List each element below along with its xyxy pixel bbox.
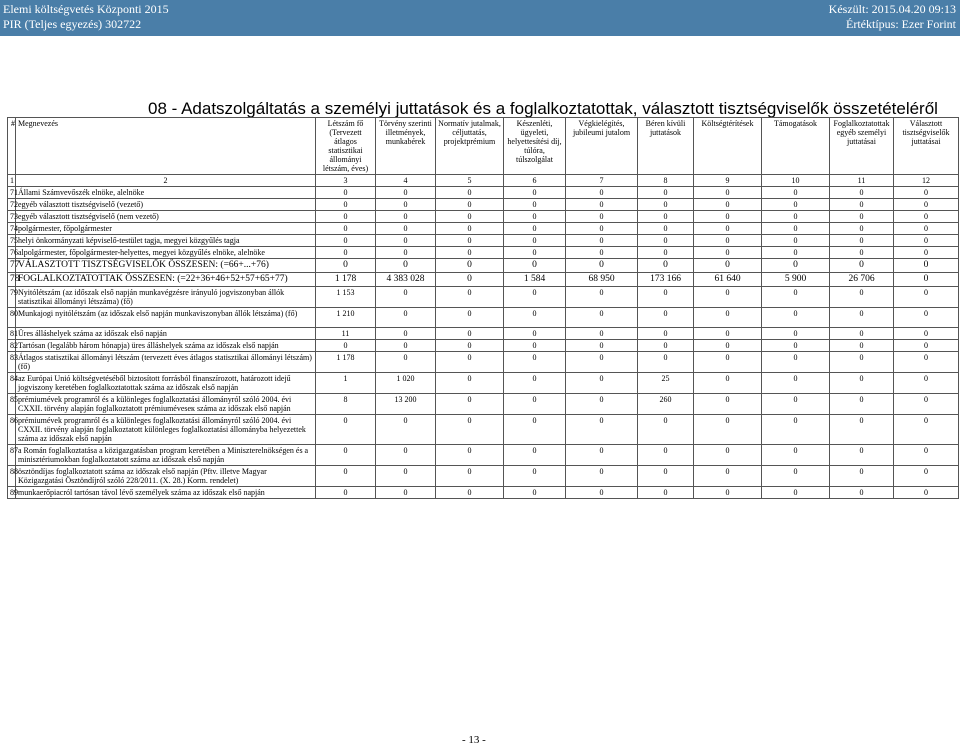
cell-value: 0 bbox=[830, 445, 894, 466]
cell-value: 0 bbox=[436, 235, 504, 247]
cell-value: 1 178 bbox=[316, 352, 376, 373]
cell-value: 0 bbox=[436, 247, 504, 259]
cell-value: 0 bbox=[894, 273, 959, 287]
cell-value: 0 bbox=[376, 352, 436, 373]
cell-value: 0 bbox=[504, 466, 566, 487]
cell-value: 11 bbox=[316, 328, 376, 340]
cell-value: 0 bbox=[566, 247, 638, 259]
row-number: 74 bbox=[8, 223, 16, 235]
cell-value: 0 bbox=[436, 273, 504, 287]
row-label: helyi önkormányzati képviselő-testület tagja, megyei közgyűlés tagja bbox=[16, 235, 316, 247]
column-number: 8 bbox=[638, 175, 694, 187]
column-number: 7 bbox=[566, 175, 638, 187]
column-header: Támogatások bbox=[762, 118, 830, 175]
cell-value: 0 bbox=[638, 466, 694, 487]
cell-value: 0 bbox=[316, 487, 376, 499]
cell-value: 0 bbox=[436, 340, 504, 352]
cell-value: 0 bbox=[376, 328, 436, 340]
cell-value: 0 bbox=[436, 373, 504, 394]
cell-value: 0 bbox=[436, 415, 504, 445]
row-number: 72 bbox=[8, 199, 16, 211]
cell-value: 0 bbox=[316, 445, 376, 466]
cell-value: 68 950 bbox=[566, 273, 638, 287]
cell-value: 0 bbox=[762, 223, 830, 235]
cell-value: 0 bbox=[830, 211, 894, 223]
cell-value: 0 bbox=[762, 247, 830, 259]
cell-value: 0 bbox=[436, 211, 504, 223]
cell-value: 0 bbox=[830, 328, 894, 340]
cell-value: 0 bbox=[566, 211, 638, 223]
cell-value: 260 bbox=[638, 394, 694, 415]
row-label: Átlagos statisztikai állományi létszám (tervezett éves átlagos statisztikai állományi létszám) (fő) bbox=[16, 352, 316, 373]
row-number: 80 bbox=[8, 308, 16, 328]
cell-value: 0 bbox=[566, 445, 638, 466]
cell-value: 0 bbox=[694, 394, 762, 415]
column-header: Törvény szerinti illetmények, munkabérek bbox=[376, 118, 436, 175]
cell-value: 0 bbox=[376, 415, 436, 445]
cell-value: 0 bbox=[830, 199, 894, 211]
cell-value: 0 bbox=[504, 352, 566, 373]
cell-value: 0 bbox=[376, 235, 436, 247]
cell-value: 0 bbox=[830, 415, 894, 445]
cell-value: 61 640 bbox=[694, 273, 762, 287]
table-row bbox=[8, 199, 959, 211]
table-row bbox=[8, 273, 959, 287]
table-row bbox=[8, 308, 959, 328]
cell-value: 0 bbox=[504, 235, 566, 247]
row-label: egyéb választott tisztségviselő (nem vezető) bbox=[16, 211, 316, 223]
cell-value: 0 bbox=[566, 466, 638, 487]
cell-value: 0 bbox=[638, 340, 694, 352]
cell-value: 0 bbox=[694, 187, 762, 199]
page-number: - 13 - bbox=[462, 734, 486, 744]
cell-value: 0 bbox=[566, 373, 638, 394]
cell-value: 0 bbox=[694, 211, 762, 223]
cell-value: 0 bbox=[316, 415, 376, 445]
cell-value: 0 bbox=[894, 340, 959, 352]
cell-value: 0 bbox=[376, 247, 436, 259]
cell-value: 0 bbox=[504, 247, 566, 259]
column-header: Költségtérítések bbox=[694, 118, 762, 175]
cell-value: 0 bbox=[694, 308, 762, 328]
table-row bbox=[8, 445, 959, 466]
cell-value: 0 bbox=[436, 487, 504, 499]
cell-value: 0 bbox=[504, 211, 566, 223]
cell-value: 0 bbox=[566, 340, 638, 352]
cell-value: 0 bbox=[436, 466, 504, 487]
table-row bbox=[8, 259, 959, 273]
row-label: alpolgármester, főpolgármester-helyettes, megyei közgyűlés elnöke, alelnöke bbox=[16, 247, 316, 259]
cell-value: 0 bbox=[566, 394, 638, 415]
cell-value: 0 bbox=[376, 445, 436, 466]
cell-value: 0 bbox=[376, 308, 436, 328]
cell-value: 0 bbox=[566, 308, 638, 328]
cell-value: 0 bbox=[830, 235, 894, 247]
cell-value: 0 bbox=[894, 235, 959, 247]
column-number: 6 bbox=[504, 175, 566, 187]
cell-value: 0 bbox=[638, 247, 694, 259]
table-row bbox=[8, 415, 959, 445]
column-header: Béren kívüli juttatások bbox=[638, 118, 694, 175]
cell-value: 0 bbox=[694, 487, 762, 499]
cell-value: 0 bbox=[762, 415, 830, 445]
cell-value: 0 bbox=[638, 445, 694, 466]
row-label: Munkajogi nyitólétszám (az időszak első napján munkaviszonyban állók létszáma) (fő) bbox=[16, 308, 316, 328]
cell-value: 8 bbox=[316, 394, 376, 415]
column-header: Foglalkoztatottak egyéb személyi juttatásai bbox=[830, 118, 894, 175]
cell-value: 1 584 bbox=[504, 273, 566, 287]
cell-value: 1 020 bbox=[376, 373, 436, 394]
cell-value: 0 bbox=[504, 445, 566, 466]
row-label: ösztöndíjas foglalkoztatott száma az időszak első napján (Pftv. illetve Magyar Közigazgatási Ösztöndíjról szóló 228/2011. (X. 28.) Korm. rendelet) bbox=[16, 466, 316, 487]
cell-value: 5 900 bbox=[762, 273, 830, 287]
cell-value: 0 bbox=[376, 259, 436, 273]
cell-value: 0 bbox=[762, 487, 830, 499]
cell-value: 0 bbox=[638, 211, 694, 223]
cell-value: 0 bbox=[894, 287, 959, 308]
cell-value: 0 bbox=[894, 187, 959, 199]
cell-value: 0 bbox=[894, 328, 959, 340]
cell-value: 0 bbox=[316, 340, 376, 352]
column-number: 11 bbox=[830, 175, 894, 187]
cell-value: 0 bbox=[638, 223, 694, 235]
row-number: 87 bbox=[8, 445, 16, 466]
cell-value: 0 bbox=[504, 340, 566, 352]
cell-value: 0 bbox=[830, 394, 894, 415]
column-header: Végkielégítés, jubileumi jutalom bbox=[566, 118, 638, 175]
cell-value: 0 bbox=[762, 466, 830, 487]
column-header: Megnevezés bbox=[16, 118, 316, 175]
cell-value: 0 bbox=[436, 287, 504, 308]
cell-value: 0 bbox=[316, 211, 376, 223]
cell-value: 0 bbox=[830, 487, 894, 499]
cell-value: 0 bbox=[894, 487, 959, 499]
cell-value: 0 bbox=[694, 235, 762, 247]
row-number: 88 bbox=[8, 466, 16, 487]
cell-value: 0 bbox=[638, 487, 694, 499]
cell-value: 0 bbox=[638, 187, 694, 199]
cell-value: 0 bbox=[566, 487, 638, 499]
cell-value: 0 bbox=[566, 199, 638, 211]
cell-value: 0 bbox=[638, 352, 694, 373]
cell-value: 0 bbox=[638, 199, 694, 211]
column-header: Választott tisztségviselők juttatásai bbox=[894, 118, 959, 175]
cell-value: 0 bbox=[762, 187, 830, 199]
cell-value: 0 bbox=[504, 259, 566, 273]
cell-value: 0 bbox=[894, 259, 959, 273]
cell-value: 0 bbox=[436, 199, 504, 211]
row-number: 71 bbox=[8, 187, 16, 199]
cell-value: 0 bbox=[762, 259, 830, 273]
cell-value: 0 bbox=[436, 223, 504, 235]
cell-value: 0 bbox=[894, 352, 959, 373]
row-label: egyéb választott tisztségviselő (vezető) bbox=[16, 199, 316, 211]
row-number: 84 bbox=[8, 373, 16, 394]
cell-value: 0 bbox=[566, 352, 638, 373]
cell-value: 0 bbox=[638, 287, 694, 308]
cell-value: 0 bbox=[894, 308, 959, 328]
cell-value: 0 bbox=[376, 187, 436, 199]
cell-value: 0 bbox=[504, 487, 566, 499]
cell-value: 0 bbox=[894, 211, 959, 223]
cell-value: 0 bbox=[694, 247, 762, 259]
cell-value: 0 bbox=[376, 211, 436, 223]
cell-value: 0 bbox=[694, 223, 762, 235]
cell-value: 0 bbox=[830, 259, 894, 273]
report-value-type-label: Értéktípus: Ezer Forint bbox=[846, 17, 956, 31]
column-number: 9 bbox=[694, 175, 762, 187]
row-label: munkaerőpiacról tartósan távol lévő személyek száma az időszak első napján bbox=[16, 487, 316, 499]
cell-value: 0 bbox=[566, 287, 638, 308]
cell-value: 4 383 028 bbox=[376, 273, 436, 287]
cell-value: 0 bbox=[436, 308, 504, 328]
cell-value: 0 bbox=[566, 328, 638, 340]
table-row bbox=[8, 211, 959, 223]
cell-value: 0 bbox=[566, 415, 638, 445]
column-header: Normatív jutalmak, céljuttatás, projektprémium bbox=[436, 118, 504, 175]
row-label: Állami Számvevőszék elnöke, alelnöke bbox=[16, 187, 316, 199]
cell-value: 0 bbox=[762, 199, 830, 211]
cell-value: 0 bbox=[830, 352, 894, 373]
cell-value: 0 bbox=[638, 328, 694, 340]
cell-value: 0 bbox=[376, 340, 436, 352]
cell-value: 0 bbox=[830, 247, 894, 259]
data-table bbox=[7, 117, 959, 499]
table-row bbox=[8, 247, 959, 259]
cell-value: 0 bbox=[566, 187, 638, 199]
row-label: Üres álláshelyek száma az időszak első napján bbox=[16, 328, 316, 340]
cell-value: 0 bbox=[830, 223, 894, 235]
table-row bbox=[8, 223, 959, 235]
cell-value: 0 bbox=[894, 223, 959, 235]
table-row bbox=[8, 287, 959, 308]
cell-value: 0 bbox=[316, 247, 376, 259]
column-number: 12 bbox=[894, 175, 959, 187]
cell-value: 0 bbox=[316, 199, 376, 211]
cell-value: 0 bbox=[894, 415, 959, 445]
report-created-label: Készült: 2015.04.20 09:13 bbox=[828, 2, 956, 16]
column-number: 4 bbox=[376, 175, 436, 187]
cell-value: 0 bbox=[830, 287, 894, 308]
cell-value: 0 bbox=[638, 415, 694, 445]
row-label: Tartósan (legalább három hónapja) üres álláshelyek száma az időszak első napján bbox=[16, 340, 316, 352]
page-title: 08 - Adatszolgáltatás a személyi juttatások és a foglalkoztatottak, választott tisztségviselők összetételéről bbox=[148, 99, 938, 118]
cell-value: 0 bbox=[894, 199, 959, 211]
table-row bbox=[8, 373, 959, 394]
cell-value: 0 bbox=[694, 328, 762, 340]
row-label: prémiumévek programról és a különleges foglalkoztatási állományról szóló 2004. évi CXXII. törvény alapján foglalkoztatott prémiuméveseк száma az időszak első napján bbox=[16, 394, 316, 415]
report-pir-label: PIR (Teljes egyezés) 302722 bbox=[3, 17, 142, 31]
row-number: 85 bbox=[8, 394, 16, 415]
cell-value: 0 bbox=[894, 394, 959, 415]
cell-value: 0 bbox=[762, 235, 830, 247]
row-number: 79 bbox=[8, 287, 16, 308]
cell-value: 0 bbox=[894, 466, 959, 487]
cell-value: 0 bbox=[830, 373, 894, 394]
cell-value: 0 bbox=[830, 466, 894, 487]
column-header: # bbox=[8, 118, 16, 175]
table-row bbox=[8, 394, 959, 415]
row-number: 78 bbox=[8, 273, 16, 287]
table-body bbox=[8, 187, 959, 499]
cell-value: 0 bbox=[316, 259, 376, 273]
row-label: polgármester, főpolgármester bbox=[16, 223, 316, 235]
row-number: 89 bbox=[8, 487, 16, 499]
cell-value: 0 bbox=[566, 223, 638, 235]
cell-value: 26 706 bbox=[830, 273, 894, 287]
cell-value: 0 bbox=[566, 235, 638, 247]
column-number: 10 bbox=[762, 175, 830, 187]
cell-value: 0 bbox=[504, 308, 566, 328]
cell-value: 0 bbox=[694, 373, 762, 394]
cell-value: 0 bbox=[436, 187, 504, 199]
cell-value: 0 bbox=[694, 259, 762, 273]
cell-value: 0 bbox=[694, 415, 762, 445]
report-source-label: Elemi költségvetés Központi 2015 bbox=[3, 2, 169, 16]
row-number: 76 bbox=[8, 247, 16, 259]
cell-value: 13 200 bbox=[376, 394, 436, 415]
cell-value: 0 bbox=[316, 187, 376, 199]
cell-value: 0 bbox=[376, 287, 436, 308]
row-number: 82 bbox=[8, 340, 16, 352]
cell-value: 0 bbox=[504, 415, 566, 445]
column-number: 5 bbox=[436, 175, 504, 187]
row-number: 83 bbox=[8, 352, 16, 373]
cell-value: 0 bbox=[762, 373, 830, 394]
cell-value: 0 bbox=[436, 328, 504, 340]
row-label: a Román foglalkoztatása a közigazgatásban program keretében a Miniszterelnökségen és a minisztériumokban foglalkoztatott száma az időszak első napján bbox=[16, 445, 316, 466]
cell-value: 1 153 bbox=[316, 287, 376, 308]
cell-value: 0 bbox=[504, 187, 566, 199]
cell-value: 0 bbox=[894, 373, 959, 394]
cell-value: 0 bbox=[504, 223, 566, 235]
column-number-row bbox=[8, 175, 959, 187]
cell-value: 1 210 bbox=[316, 308, 376, 328]
cell-value: 0 bbox=[694, 199, 762, 211]
cell-value: 0 bbox=[762, 352, 830, 373]
cell-value: 0 bbox=[694, 340, 762, 352]
cell-value: 0 bbox=[694, 352, 762, 373]
cell-value: 0 bbox=[376, 223, 436, 235]
cell-value: 0 bbox=[436, 259, 504, 273]
column-number: 1 bbox=[8, 175, 16, 187]
cell-value: 0 bbox=[894, 445, 959, 466]
cell-value: 0 bbox=[762, 445, 830, 466]
cell-value: 0 bbox=[694, 445, 762, 466]
cell-value: 0 bbox=[638, 259, 694, 273]
row-label: Nyitólétszám (az időszak első napján munkavégzésre irányuló jogviszonyban állók statisztikai állományi létszáma) (fő) bbox=[16, 287, 316, 308]
cell-value: 0 bbox=[316, 223, 376, 235]
cell-value: 0 bbox=[504, 287, 566, 308]
cell-value: 0 bbox=[638, 308, 694, 328]
cell-value: 0 bbox=[762, 394, 830, 415]
column-number: 3 bbox=[316, 175, 376, 187]
cell-value: 0 bbox=[316, 235, 376, 247]
cell-value: 0 bbox=[894, 247, 959, 259]
table-row bbox=[8, 466, 959, 487]
cell-value: 0 bbox=[762, 211, 830, 223]
row-label: FOGLALKOZTATOTTAK ÖSSZESEN: (=22+36+46+52+57+65+77) bbox=[16, 273, 316, 287]
table-row bbox=[8, 352, 959, 373]
row-number: 81 bbox=[8, 328, 16, 340]
table-row bbox=[8, 328, 959, 340]
cell-value: 0 bbox=[830, 340, 894, 352]
cell-value: 0 bbox=[830, 308, 894, 328]
table-row bbox=[8, 187, 959, 199]
row-label: VÁLASZTOTT TISZTSÉGVISELŐK ÖSSZESEN: (=66+...+76) bbox=[16, 259, 316, 273]
cell-value: 0 bbox=[504, 328, 566, 340]
row-number: 73 bbox=[8, 211, 16, 223]
table-header-row bbox=[8, 118, 959, 175]
row-number: 75 bbox=[8, 235, 16, 247]
row-label: az Európai Unió költségvetéséből biztosított forrásból finanszírozott, határozott idejű jogviszony keretében foglalkoztatottak száma az időszak első napján bbox=[16, 373, 316, 394]
cell-value: 0 bbox=[504, 373, 566, 394]
cell-value: 0 bbox=[376, 466, 436, 487]
cell-value: 0 bbox=[436, 352, 504, 373]
cell-value: 0 bbox=[436, 394, 504, 415]
cell-value: 0 bbox=[316, 466, 376, 487]
column-header: Készenléti, ügyeleti, helyettesítési díj, túlóra, túlszolgálat bbox=[504, 118, 566, 175]
row-number: 77 bbox=[8, 259, 16, 273]
table-row bbox=[8, 340, 959, 352]
row-label: prémiumévek programról és a különleges foglalkoztatási állományról szóló 2004. évi CXXII. törvény alapján foglalkoztatott különleges foglalkoztatási állományba helyezettek száma az időszak első napján bbox=[16, 415, 316, 445]
cell-value: 0 bbox=[504, 394, 566, 415]
cell-value: 0 bbox=[436, 445, 504, 466]
cell-value: 0 bbox=[504, 199, 566, 211]
cell-value: 25 bbox=[638, 373, 694, 394]
cell-value: 0 bbox=[566, 259, 638, 273]
cell-value: 0 bbox=[638, 235, 694, 247]
cell-value: 0 bbox=[376, 199, 436, 211]
report-header-bar bbox=[0, 0, 960, 36]
cell-value: 0 bbox=[694, 287, 762, 308]
cell-value: 0 bbox=[762, 328, 830, 340]
table-row bbox=[8, 235, 959, 247]
cell-value: 0 bbox=[762, 308, 830, 328]
column-number: 2 bbox=[16, 175, 316, 187]
table-row bbox=[8, 487, 959, 499]
cell-value: 1 178 bbox=[316, 273, 376, 287]
column-header: Létszám fő (Tervezett átlagos statisztikai állományi létszám, éves) bbox=[316, 118, 376, 175]
cell-value: 173 166 bbox=[638, 273, 694, 287]
cell-value: 0 bbox=[762, 340, 830, 352]
cell-value: 0 bbox=[376, 487, 436, 499]
cell-value: 0 bbox=[830, 187, 894, 199]
cell-value: 0 bbox=[762, 287, 830, 308]
cell-value: 1 bbox=[316, 373, 376, 394]
cell-value: 0 bbox=[694, 466, 762, 487]
row-number: 86 bbox=[8, 415, 16, 445]
